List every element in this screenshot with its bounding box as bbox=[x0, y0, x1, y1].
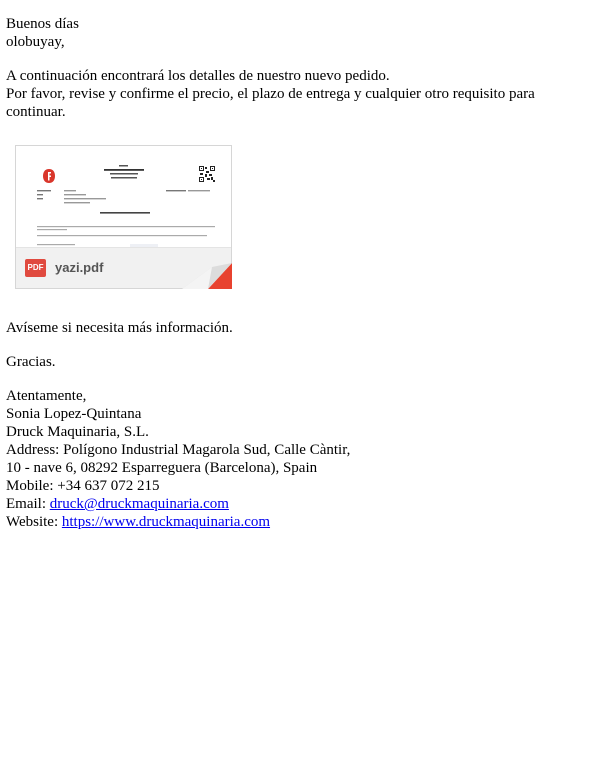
email-body bbox=[6, 15, 586, 547]
thanks-text: Gracias. bbox=[6, 354, 56, 370]
pdf-attachment[interactable] bbox=[15, 145, 232, 289]
intro-line: Por favor, revise y confirme el precio, el plazo de entrega y cualquier otro requisito para continuar. bbox=[6, 86, 535, 120]
greeting bbox=[6, 15, 586, 51]
signature-website-row bbox=[6, 513, 586, 531]
signature-name: Sonia Lopez-Quintana bbox=[6, 406, 142, 422]
intro-paragraph bbox=[6, 67, 586, 121]
request-paragraph bbox=[6, 319, 586, 337]
greeting-line: Buenos días bbox=[6, 16, 79, 32]
signature-address: 10 - nave 6, 08292 Esparreguera (Barcelona), Spain bbox=[6, 460, 318, 476]
signature-closing: Atentamente, bbox=[6, 388, 87, 404]
signature-mobile: Mobile: +34 637 072 215 bbox=[6, 478, 160, 494]
signature bbox=[6, 387, 586, 531]
email-label: Email: bbox=[6, 496, 50, 512]
intro-line: A continuación encontrará los detalles de nuestro nuevo pedido. bbox=[6, 68, 390, 84]
signature-company: Druck Maquinaria, S.L. bbox=[6, 424, 149, 440]
signature-email-row bbox=[6, 495, 586, 513]
thanks-paragraph bbox=[6, 353, 586, 371]
page-fold-icon bbox=[182, 263, 232, 289]
attachment-preview bbox=[16, 146, 231, 248]
greeting-recipient: olobuyay, bbox=[6, 34, 65, 50]
request-text: Avíseme si necesita más información. bbox=[6, 320, 233, 336]
signature-address: Address: Polígono Industrial Magarola Sud, Calle Càntir, bbox=[6, 442, 351, 458]
document-text-graphic bbox=[16, 146, 231, 248]
email-link[interactable]: druck@druckmaquinaria.com bbox=[49, 496, 229, 512]
pdf-icon: PDF bbox=[25, 259, 46, 277]
attachment-file-name[interactable]: yazi.pdf bbox=[55, 260, 104, 275]
website-link[interactable]: https://www.druckmaquinaria.com bbox=[61, 514, 271, 530]
website-label: Website: bbox=[6, 514, 62, 530]
